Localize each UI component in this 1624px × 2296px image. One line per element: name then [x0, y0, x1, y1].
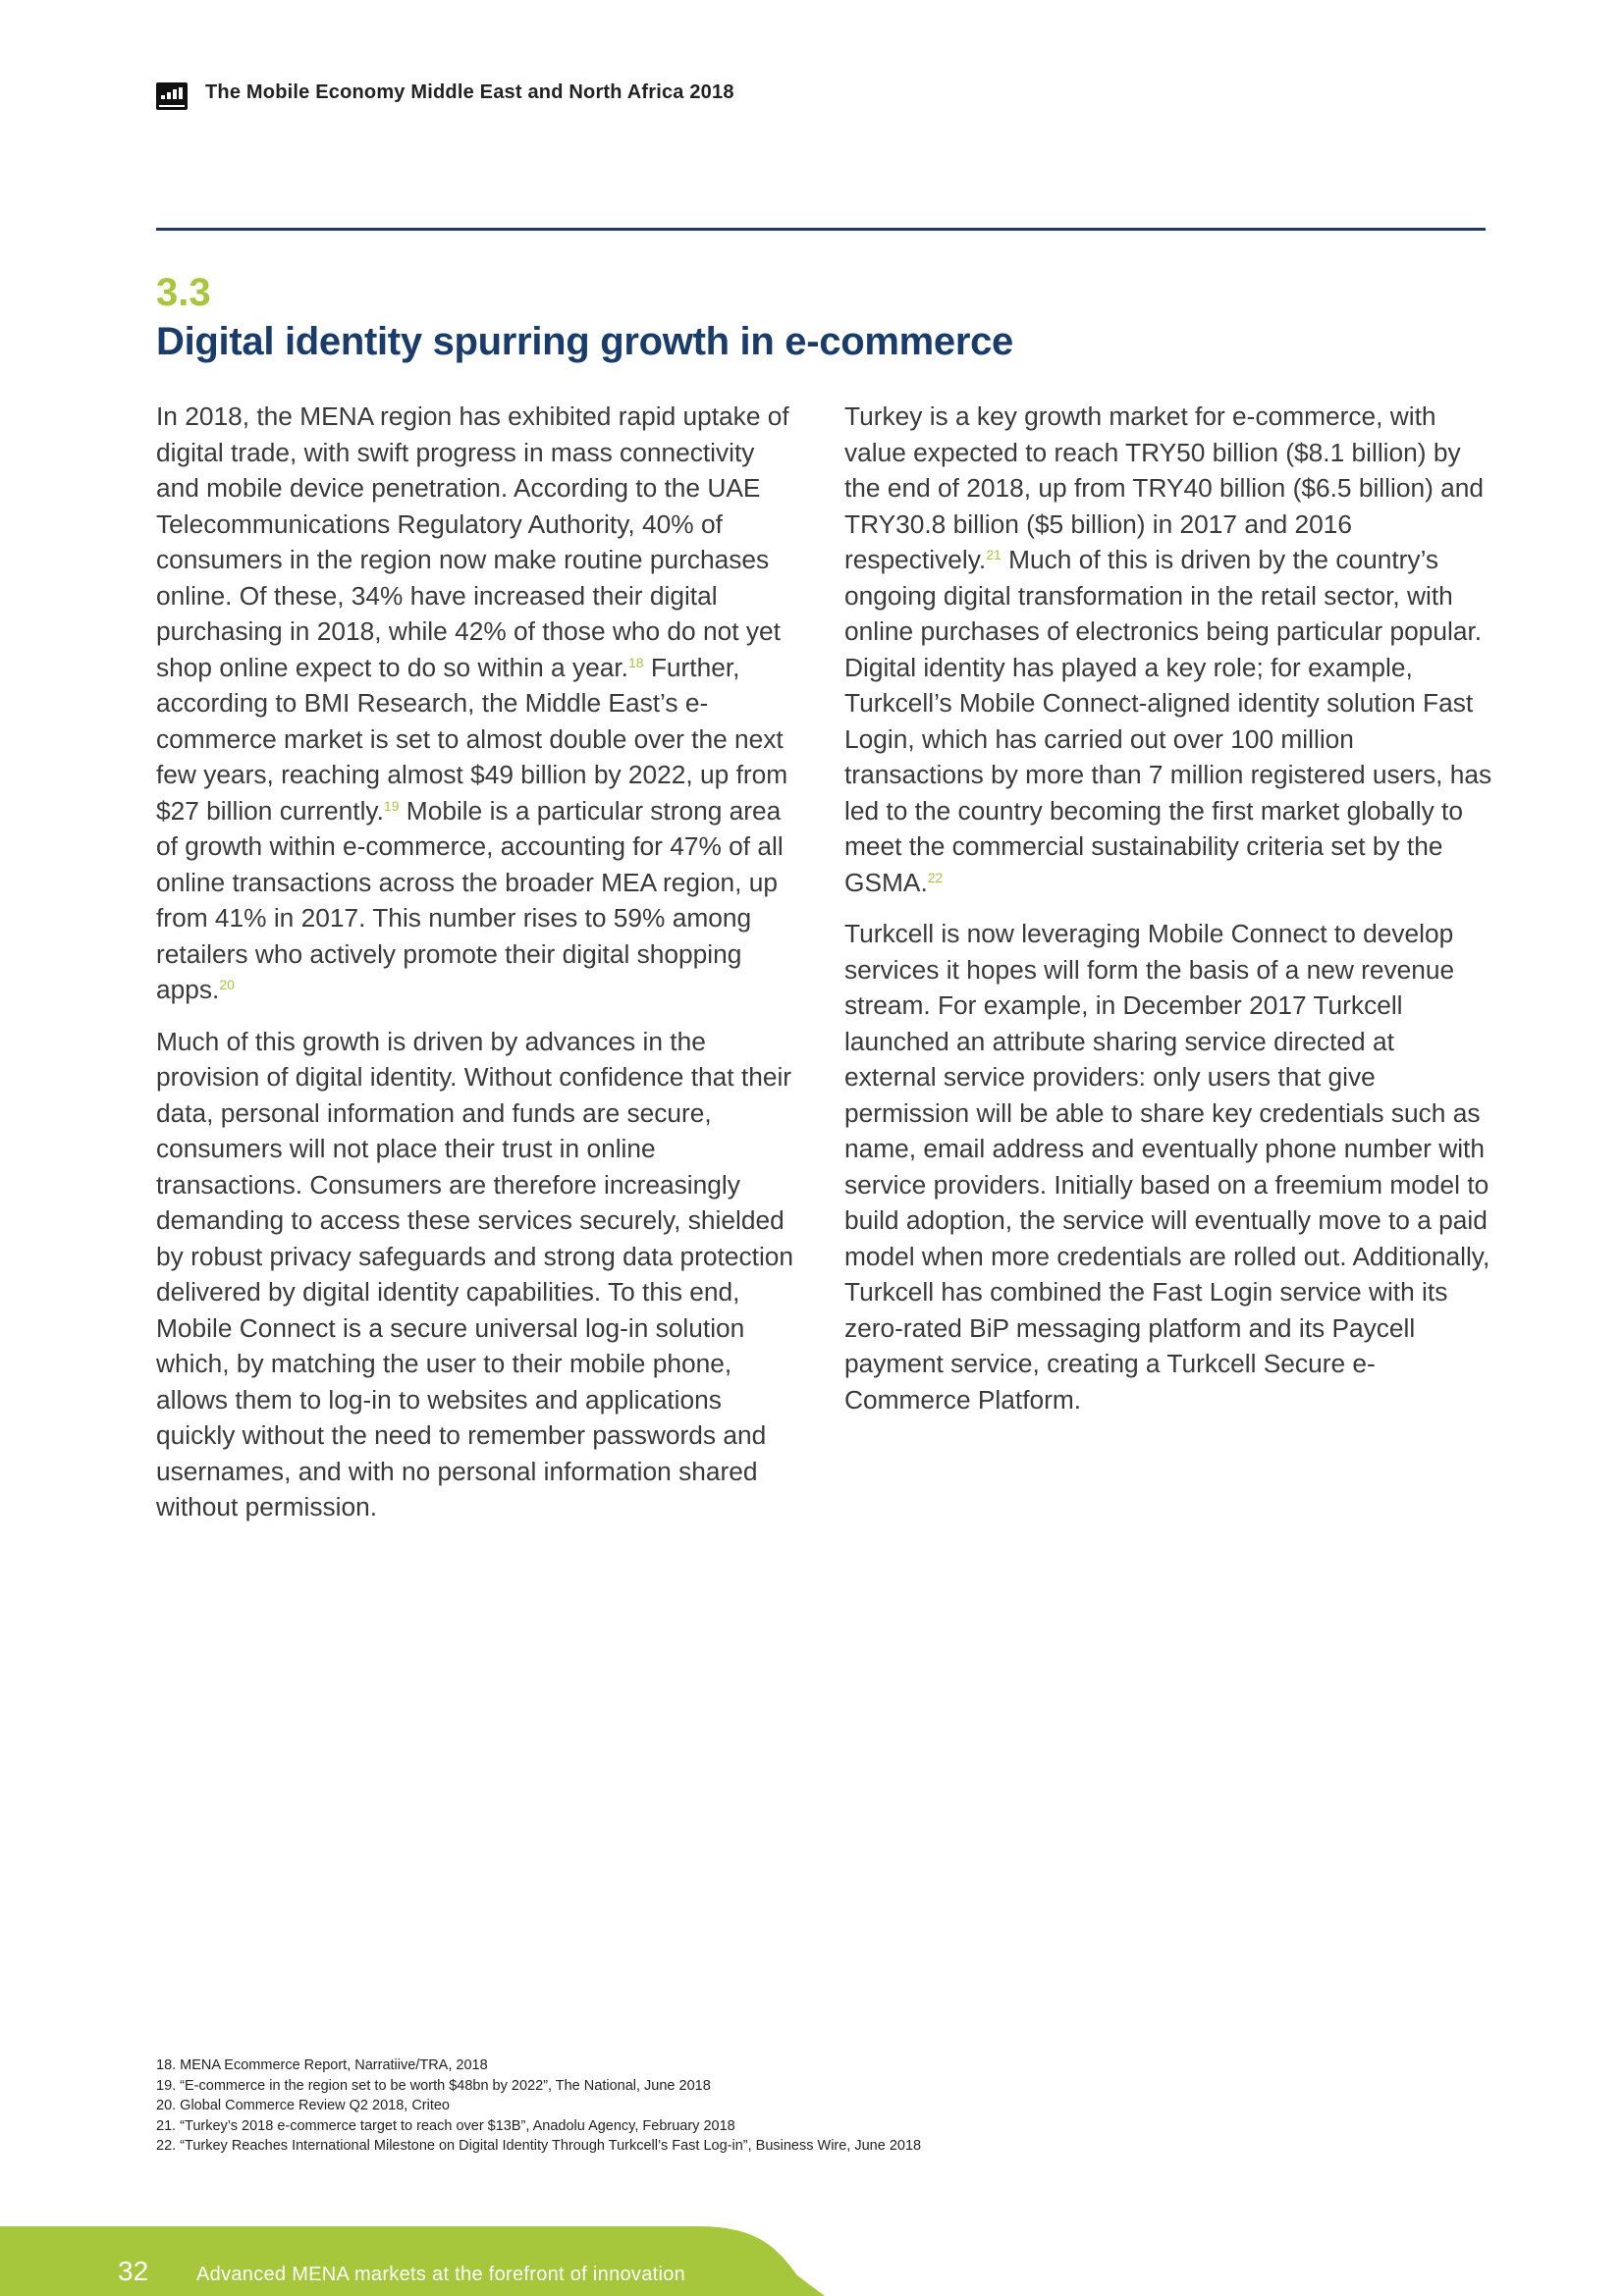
footnote: 18. MENA Ecommerce Report, Narratiive/TRA, 2018: [156, 2057, 488, 2073]
footnote-ref[interactable]: 20: [219, 977, 235, 992]
footnote-ref[interactable]: 21: [986, 547, 1001, 562]
footnote: 22. “Turkey Reaches International Milestone on Digital Identity Through Turkcell’s Fast Log-in”, Business Wire, June 2018: [156, 2138, 922, 2154]
footnote: 19. “E-commerce in the region set to be worth $48bn by 2022”, The National, June 2018: [156, 2077, 711, 2094]
paragraph: Turkey is a key growth market for e-commerce, with value expected to reach TRY50 billion ($8.1 billion) by the end of 2018, up from TRY40 billion ($6.5 billion) and TRY30.8 billion ($5 billion) in 2017 and 2016 respectively.$^{21}$ Much of this is driven by the country’s ongoing digital transformation in the retail sector, with online purchases of electronics being particular popular. Digital identity has played a key role; for example, Turkcell’s Mobile Connect-aligned identity solution Fast Login, which has carried out over 100 million transactions by more than 7 million registered users, has led to the country becoming the first market globally to meet the commercial sustainability criteria set by the GSMA.$^{22}$: [844, 401, 1492, 897]
header-divider: [156, 228, 1486, 231]
footnote-ref[interactable]: 19: [383, 797, 400, 814]
footer-caption: Advanced MENA markets at the forefront of innovation: [196, 2264, 686, 2285]
footnote: 21. “Turkey’s 2018 e-commerce target to reach over $13B”, Anadolu Agency, February 2018: [156, 2117, 735, 2134]
paragraph: Much of this growth is driven by advances in the provision of digital identity. Without confidence that their data, personal information and funds are secure, consumers will not place their trust in online transactions. Consumers are therefore increasingly demanding to access these services securely, shielded by robust privacy safeguards and strong data protection delivered by digital identity capabilities. To this end, Mobile Connect is a secure universal log-in solution which, by matching the user to their mobile phone, allows them to log-in to websites and applications quickly without the need to remember passwords and usernames, and with no personal information shared without permission.: [156, 1026, 794, 1522]
section-title: Digital identity spurring growth in e-commerce: [156, 320, 1013, 363]
left-column: [156, 399, 804, 1541]
footnote: 20. Global Commerce Review Q2 2018, Criteo: [156, 2098, 450, 2113]
right-column: [844, 399, 1492, 1433]
gsma-logo-icon: [156, 82, 188, 110]
footnote-ref[interactable]: 18: [627, 654, 644, 670]
page-number: 32: [118, 2256, 149, 2286]
paragraph: Turkcell is now leveraging Mobile Connect to develop services it hopes will form the basis of a new revenue stream. For example, in December 2017 Turkcell launched an attribute sharing service directed at external service providers: only users that give permission will be able to share key credentials such as name, email address and eventually phone number with service providers. Initially based on a freemium model to build adoption, the service will eventually move to a paid model when more credentials are rolled out. Additionally, Turkcell has combined the Fast Login service with its zero-rated BiP messaging platform and its Paycell payment service, creating a Turkcell Secure e-Commerce Platform.: [844, 919, 1490, 1415]
footnotes: [156, 2056, 921, 2157]
paragraph: In 2018, the MENA region has exhibited rapid uptake of digital trade, with swift progress in mass connectivity and mobile device penetration. According to the UAE Telecommunications Regulatory Authority, 40% of consumers in the region now make routine purchases online. Of these, 34% have increased their digital purchasing in 2018, while 42% of those who do not yet shop online expect to do so within a year.$^{18}$ Further, according to BMI Research, the Middle East’s e-commerce market is set to almost double over the next few years, reaching almost $49 billion by 2022, up from $27 billion currently.$^{19}$ Mobile is a particular strong area of growth within e-commerce, accounting for 47% of all online transactions across the broader MEA region, up from 41% in 2017. This number rises to 59% among retailers who actively promote their digital shopping apps.$^{20}$: [156, 401, 789, 1004]
document-title: The Mobile Economy Middle East and North Africa 2018: [205, 81, 734, 103]
section-number: 3.3: [156, 271, 211, 314]
footnote-ref[interactable]: 22: [927, 869, 944, 885]
